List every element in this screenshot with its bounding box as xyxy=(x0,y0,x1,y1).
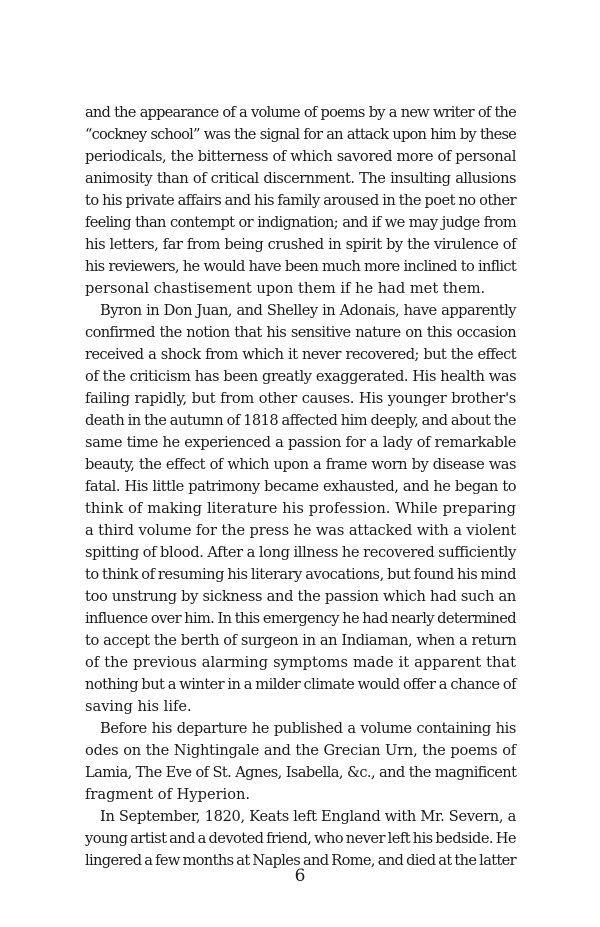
text-line: to think of resuming his literary avocations, but found his mind xyxy=(85,566,516,583)
text-line: Byron in Don Juan, and Shelley in Adonais, have apparently xyxy=(100,302,516,319)
text-line: lingered a few months at Naples and Rome, and died at the latter xyxy=(85,852,516,869)
text-line: In September, 1820, Keats left England with Mr. Severn, a xyxy=(100,808,516,825)
text-line: and the appearance of a volume of poems by a new writer of the xyxy=(85,104,516,121)
text-line: his letters, far from being crushed in spirit by the virulence of xyxy=(85,236,516,253)
text-line: young artist and a devoted friend, who never left his bedside. He xyxy=(85,830,516,847)
text-line: to his private affairs and his family aroused in the poet no other xyxy=(85,192,516,209)
text-line: Before his departure he published a volume containing his xyxy=(100,720,516,737)
text-line: fragment of Hyperion. xyxy=(85,786,251,803)
text-line: odes on the Nightingale and the Grecian Urn, the poems of xyxy=(85,742,516,759)
text-line: fatal. His little patrimony became exhausted, and he began to xyxy=(85,478,516,495)
text-line: his reviewers, he would have been much more inclined to inflict xyxy=(85,258,516,275)
text-line: death in the autumn of 1818 affected him deeply, and about the xyxy=(85,412,516,429)
text-line: too unstrung by sickness and the passion which had such an xyxy=(85,588,516,605)
text-line: periodicals, the bitterness of which savored more of personal xyxy=(85,148,516,165)
text-line: a third volume for the press he was attacked with a violent xyxy=(85,522,516,539)
text-line: Lamia, The Eve of St. Agnes, Isabella, &c., and the magnificent xyxy=(85,764,517,781)
text-line: “cockney school” was the signal for an attack upon him by these xyxy=(85,126,516,143)
page-number: 6 xyxy=(294,866,306,886)
text-line: saving his life. xyxy=(85,698,192,715)
text-line: received a shock from which it never recovered; but the effect xyxy=(85,346,516,363)
text-line: feeling than contempt or indignation; and if we may judge from xyxy=(85,214,516,231)
text-line: same time he experienced a passion for a lady of remarkable xyxy=(85,434,516,451)
text-line: spitting of blood. After a long illness he recovered sufficiently xyxy=(85,544,516,561)
text-line: animosity than of critical discernment. The insulting allusions xyxy=(85,170,516,187)
text-line: beauty, the effect of which upon a frame worn by disease was xyxy=(85,456,516,473)
text-line: of the previous alarming symptoms made it apparent that xyxy=(85,654,516,671)
text-line: personal chastisement upon them if he had met them. xyxy=(85,280,486,297)
text-line: think of making literature his profession. While preparing xyxy=(85,500,516,517)
page-body xyxy=(85,102,516,872)
text-line: confirmed the notion that his sensitive nature on this occasion xyxy=(85,324,516,341)
text-line: influence over him. In this emergency he had nearly determined xyxy=(85,610,516,627)
text-line: failing rapidly, but from other causes. His younger brother's xyxy=(85,390,516,407)
text-line: to accept the berth of surgeon in an Indiaman, when a return xyxy=(85,632,517,649)
text-line: of the criticism has been greatly exaggerated. His health was xyxy=(85,368,517,385)
text-line: nothing but a winter in a milder climate would offer a chance of xyxy=(85,676,516,693)
